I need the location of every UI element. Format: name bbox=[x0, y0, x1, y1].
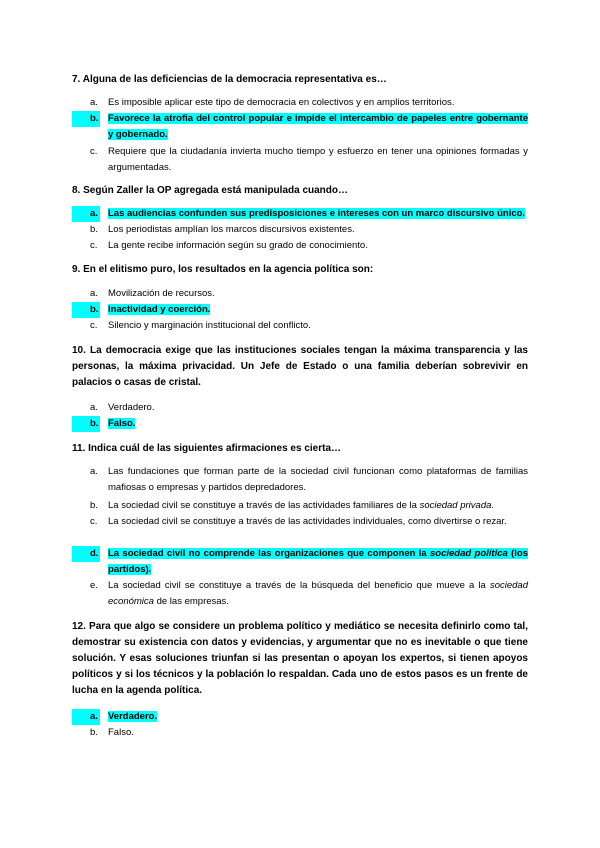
italic-term: sociedad privada bbox=[419, 500, 492, 511]
question-8-stem: 8. Según Zaller la OP agregada está manipulada cuando… bbox=[72, 185, 349, 196]
question-9-stem: 9. En el elitismo puro, los resultados en la agencia política son: bbox=[72, 264, 374, 275]
option-text bbox=[108, 546, 528, 578]
option-text: Silencio y marginación institucional del conflicto. bbox=[108, 320, 311, 331]
text-segment: La sociedad civil se constituye a través de las actividades familiares de la bbox=[108, 500, 420, 511]
text-segment: La sociedad civil no comprende las organizaciones que componen la bbox=[108, 548, 431, 559]
option-letter: a. bbox=[72, 709, 100, 725]
option-text: Las fundaciones que forman parte de la sociedad civil funcionan como plataformas de familias mafiosas o empresas y partidos depredadores. bbox=[108, 466, 528, 493]
option-text: Verdadero. bbox=[108, 711, 158, 722]
option-letter: a. bbox=[90, 466, 98, 477]
option-text: Inactividad y coerción. bbox=[108, 304, 211, 315]
question-10-stem: 10. La democracia exige que las instituciones sociales tengan la máxima transparencia y las personas, la máxima privacidad. Un Jefe de Estado o una familia deberían sobrevivir en palacios o casas de cristal. bbox=[72, 345, 528, 388]
text-segment: La sociedad civil se constituye a través de la búsqueda del beneficio que mueve a la bbox=[108, 580, 490, 591]
option-letter: d. bbox=[72, 546, 100, 562]
option-letter: c. bbox=[90, 146, 98, 157]
question-11-stem: 11. Indica cuál de las siguientes afirmaciones es cierta… bbox=[72, 443, 342, 454]
option-letter: c. bbox=[90, 240, 98, 251]
option-text: Los periodistas amplían los marcos discursivos existentes. bbox=[108, 224, 355, 235]
text-segment: (los partidos). bbox=[108, 548, 528, 575]
option-letter: c. bbox=[90, 516, 98, 527]
option-letter: b. bbox=[90, 727, 98, 738]
option-letter: a. bbox=[90, 97, 98, 108]
question-7-stem: 7. Alguna de las deficiencias de la democracia representativa es… bbox=[72, 74, 387, 85]
italic-term: sociedad política bbox=[430, 548, 508, 559]
option-text: Favorece la atrofia del control popular e impide el intercambio de papeles entre gobernante y gobernado. bbox=[108, 113, 528, 140]
option-text: Movilización de recursos. bbox=[108, 288, 215, 299]
italic-term: sociedad económica bbox=[108, 580, 528, 607]
option-text: Las audiencias confunden sus predisposiciones e intereses con un marco discursivo único. bbox=[108, 208, 526, 219]
option-text bbox=[108, 578, 528, 610]
option-text: Requiere que la ciudadanía invierta mucho tiempo y esfuerzo en tener una opiniones formadas y argumentadas. bbox=[108, 146, 528, 173]
option-text: Falso. bbox=[108, 418, 136, 429]
option-letter: b. bbox=[72, 111, 100, 127]
text-segment: . bbox=[491, 500, 495, 511]
option-letter: a. bbox=[90, 402, 98, 413]
option-text: La gente recibe información según su grado de conocimiento. bbox=[108, 240, 368, 251]
option-text: Es imposible aplicar este tipo de democracia en colectivos y en amplios territorios. bbox=[108, 97, 455, 108]
question-12-stem: 12. Para que algo se considere un problema político y mediático se necesita definirlo como tal, demostrar su existencia con datos y evidencias, y argumentar que no es inevitable o que tiene solución. Y esas soluciones triunfan si las presentan o apoyan los expertos, si tienen apoyos políticos y si los técnicos y la población lo respaldan. Cada uno de estos pasos es un frente de lucha en la agenda política. bbox=[72, 621, 528, 696]
option-letter: b. bbox=[90, 500, 98, 511]
option-text: Falso. bbox=[108, 727, 134, 738]
option-text: La sociedad civil se constituye a través de las actividades individuales, como divertirse o rezar. bbox=[108, 516, 507, 527]
option-letter: a. bbox=[72, 206, 100, 222]
option-letter: a. bbox=[90, 288, 98, 299]
option-letter: c. bbox=[90, 320, 98, 331]
option-letter: b. bbox=[72, 416, 100, 432]
option-letter: b. bbox=[90, 224, 98, 235]
option-letter: b. bbox=[72, 302, 100, 318]
option-text bbox=[108, 498, 528, 514]
option-letter: e. bbox=[90, 580, 98, 591]
text-segment: de las empresas. bbox=[153, 596, 229, 607]
option-text: Verdadero. bbox=[108, 402, 155, 413]
